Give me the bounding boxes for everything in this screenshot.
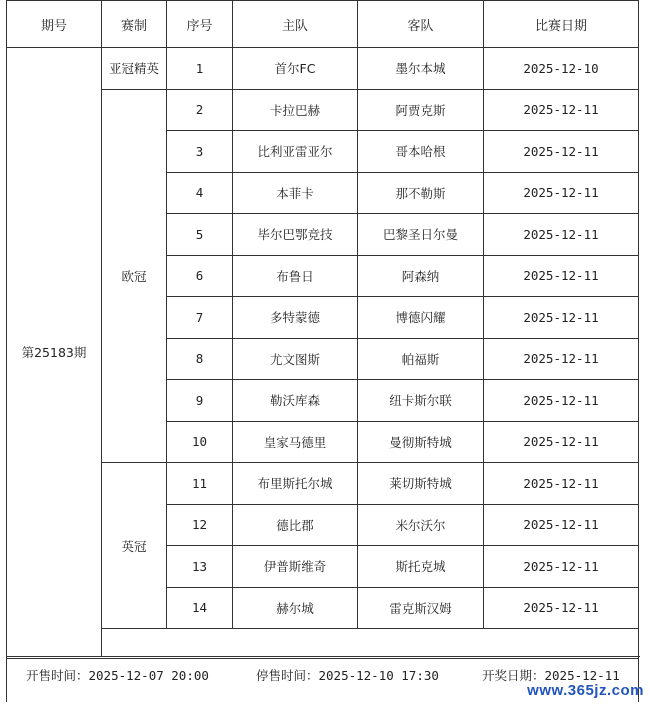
row-home: 伊普斯维奇 (233, 546, 358, 588)
row-away: 阿森纳 (358, 255, 484, 297)
row-date: 2025-12-11 (484, 546, 639, 588)
row-date: 2025-12-11 (484, 255, 639, 297)
row-no: 14 (167, 587, 233, 629)
row-home: 布里斯托尔城 (233, 463, 358, 505)
header-away: 客队 (358, 1, 484, 48)
row-date: 2025-12-11 (484, 463, 639, 505)
draw-date: 开奖日期：2025-12-11 (482, 668, 620, 683)
row-no: 6 (167, 255, 233, 297)
row-away: 墨尔本城 (358, 48, 484, 90)
row-no: 3 (167, 131, 233, 173)
header-issue: 期号 (7, 1, 102, 48)
header-seq: 序号 (167, 1, 233, 48)
row-away: 帕福斯 (358, 338, 484, 380)
row-away: 莱切斯特城 (358, 463, 484, 505)
row-date: 2025-12-11 (484, 89, 639, 131)
row-away: 博德闪耀 (358, 297, 484, 339)
row-away: 斯托克城 (358, 546, 484, 588)
header-format: 赛制 (102, 1, 167, 48)
row-home: 毕尔巴鄂竞技 (233, 214, 358, 256)
row-no: 9 (167, 380, 233, 422)
row-date: 2025-12-11 (484, 587, 639, 629)
watermark: www.365jz.com (527, 682, 644, 699)
row-home: 德比郡 (233, 504, 358, 546)
row-home: 卡拉巴赫 (233, 89, 358, 131)
row-home: 多特蒙德 (233, 297, 358, 339)
group-acl-elite: 亚冠精英 (102, 48, 167, 90)
sale-start-time: 开售时间：2025-12-07 20:00 (26, 668, 209, 683)
group-championship: 英冠 (102, 463, 167, 629)
row-home: 布鲁日 (233, 255, 358, 297)
issue-cell: 第25183期 (7, 48, 102, 657)
row-away: 曼彻斯特城 (358, 421, 484, 463)
table-row (7, 48, 639, 90)
row-date: 2025-12-11 (484, 214, 639, 256)
row-date: 2025-12-11 (484, 338, 639, 380)
row-home: 比利亚雷亚尔 (233, 131, 358, 173)
row-no: 5 (167, 214, 233, 256)
table-row (7, 463, 639, 505)
row-home: 本菲卡 (233, 172, 358, 214)
header-date: 比赛日期 (484, 1, 639, 48)
header-row (7, 1, 639, 48)
row-no: 11 (167, 463, 233, 505)
row-no: 8 (167, 338, 233, 380)
sale-stop-time: 停售时间：2025-12-10 17:30 (256, 668, 439, 683)
row-no: 10 (167, 421, 233, 463)
row-away: 哥本哈根 (358, 131, 484, 173)
row-away: 阿贾克斯 (358, 89, 484, 131)
row-date: 2025-12-11 (484, 297, 639, 339)
row-home: 首尔FC (233, 48, 358, 90)
row-no: 4 (167, 172, 233, 214)
row-home: 赫尔城 (233, 587, 358, 629)
row-no: 7 (167, 297, 233, 339)
row-away: 米尔沃尔 (358, 504, 484, 546)
footer-divider-top (6, 658, 638, 659)
row-date: 2025-12-11 (484, 504, 639, 546)
row-home: 勒沃库森 (233, 380, 358, 422)
row-home: 皇家马德里 (233, 421, 358, 463)
row-date: 2025-12-11 (484, 421, 639, 463)
row-away: 巴黎圣日尔曼 (358, 214, 484, 256)
row-away: 那不勒斯 (358, 172, 484, 214)
row-no: 2 (167, 89, 233, 131)
group-ucl: 欧冠 (102, 89, 167, 463)
row-date: 2025-12-11 (484, 131, 639, 173)
row-away: 纽卡斯尔联 (358, 380, 484, 422)
row-date: 2025-12-10 (484, 48, 639, 90)
row-home: 尤文图斯 (233, 338, 358, 380)
row-date: 2025-12-11 (484, 172, 639, 214)
footer-border-left (6, 630, 7, 702)
row-date: 2025-12-11 (484, 380, 639, 422)
table-row (7, 89, 639, 131)
row-away: 雷克斯汉姆 (358, 587, 484, 629)
row-no: 12 (167, 504, 233, 546)
row-no: 13 (167, 546, 233, 588)
row-no: 1 (167, 48, 233, 90)
header-home: 主队 (233, 1, 358, 48)
fixtures-table (6, 0, 639, 657)
